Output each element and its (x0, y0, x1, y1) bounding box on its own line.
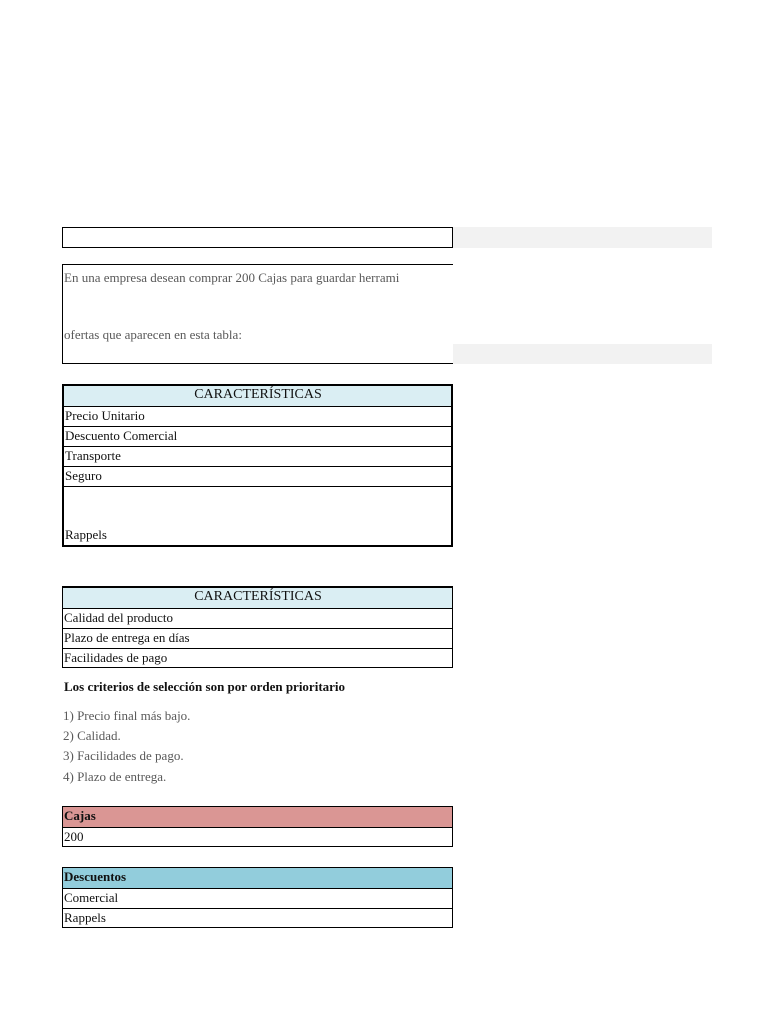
intro-bottom-box (62, 344, 453, 364)
table-row: Transporte (64, 446, 451, 466)
descuentos-header: Descuentos (63, 868, 452, 888)
list-item: 1) Precio final más bajo. (63, 708, 191, 723)
cajas-value: 200 (63, 827, 452, 847)
table-row: Seguro (64, 466, 451, 486)
list-item: 4) Plazo de entrega. (63, 769, 167, 784)
intro-line-1: En una empresa desean comprar 200 Cajas para guardar herrami (64, 270, 400, 285)
cajas-table (62, 806, 453, 847)
table-row: Facilidades de pago (63, 648, 452, 668)
table-row: Descuento Comercial (64, 426, 451, 446)
table-row: Comercial (63, 888, 452, 908)
table-row-rappels (64, 486, 451, 545)
characteristics-table-2 (62, 586, 453, 668)
intro-line-2: ofertas que aparecen en esta tabla: (64, 327, 242, 342)
list-item: 3) Facilidades de pago. (63, 748, 184, 763)
header-box (62, 227, 453, 248)
table2-header: CARACTERÍSTICAS (63, 588, 452, 608)
table-row: Rappels (63, 908, 452, 928)
table-row: Plazo de entrega en días (63, 628, 452, 648)
characteristics-table-1 (62, 384, 453, 547)
criteria-title: Los criterios de selección son por orden prioritario (64, 679, 346, 694)
list-item: 2) Calidad. (63, 728, 121, 743)
table-row: Calidad del producto (63, 608, 452, 628)
intro-box (62, 264, 453, 345)
table1-header: CARACTERÍSTICAS (64, 386, 451, 406)
table-row: Precio Unitario (64, 406, 451, 426)
cajas-header: Cajas (63, 807, 452, 827)
descuentos-table (62, 867, 453, 928)
table-row-label: Rappels (65, 527, 107, 542)
